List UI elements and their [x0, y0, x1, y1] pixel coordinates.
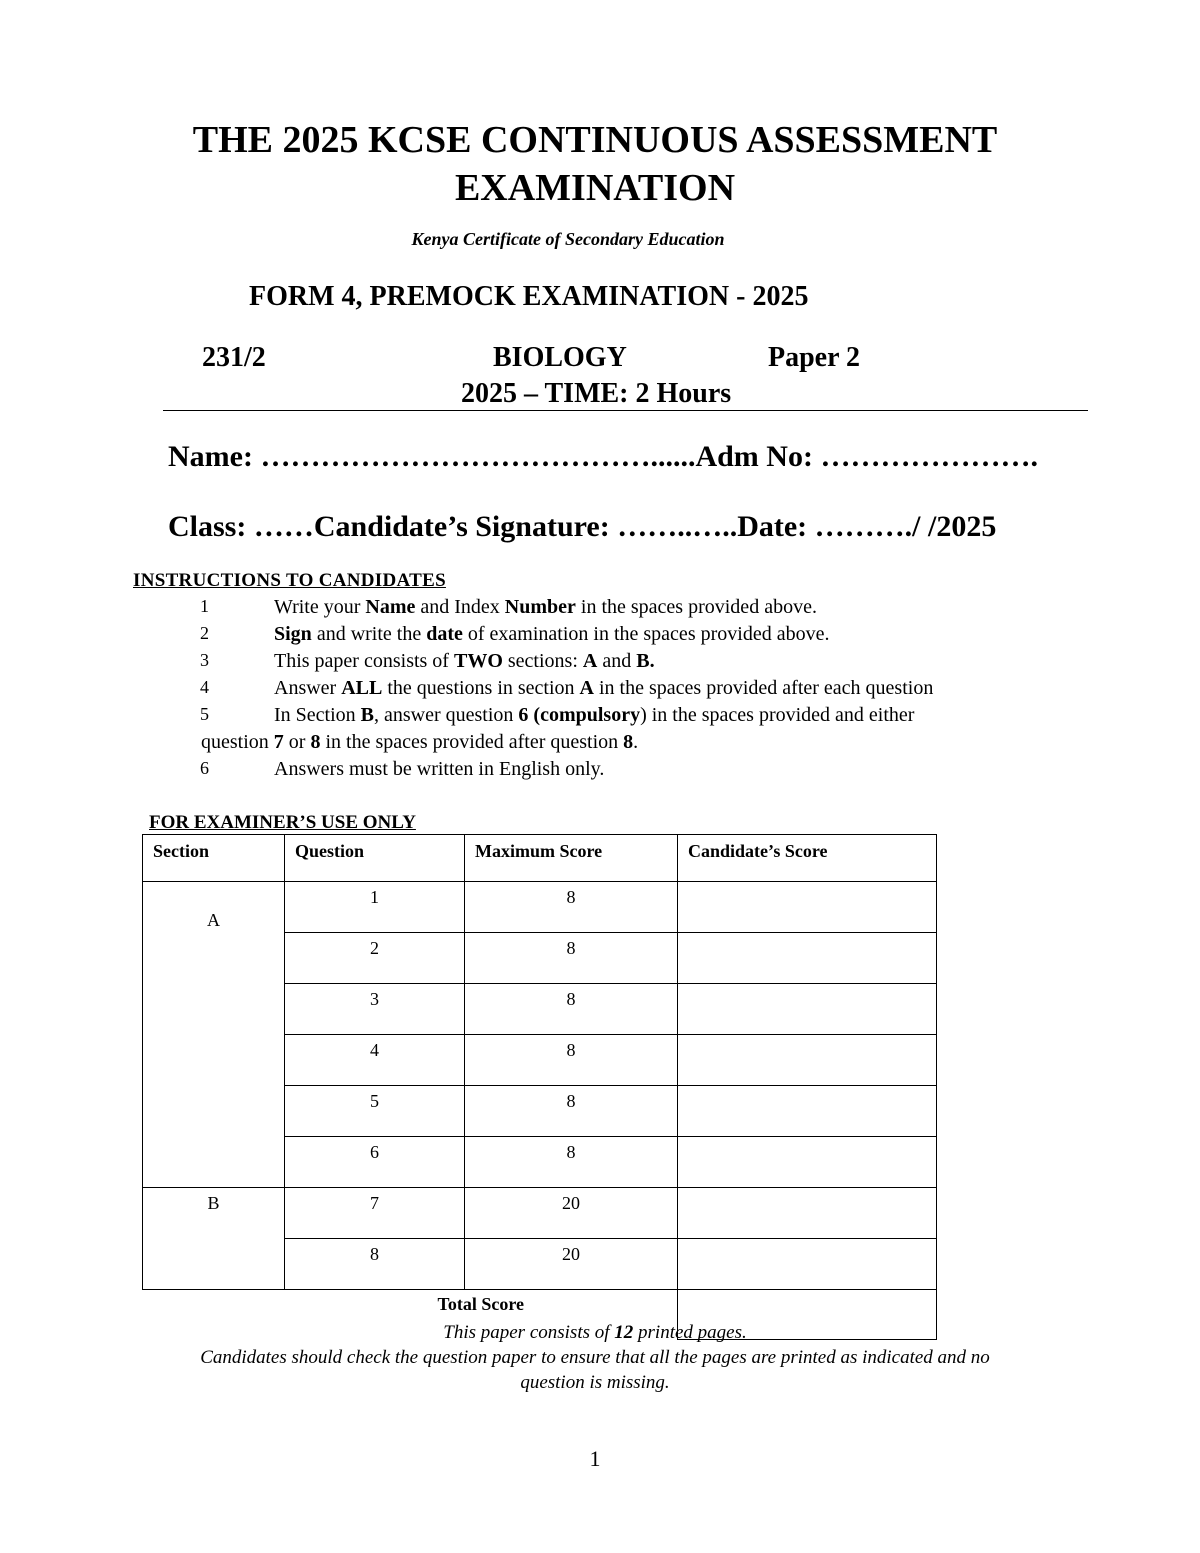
- instruction-fragment: in the spaces provided after question: [320, 731, 624, 753]
- question-cell: 5: [285, 1086, 465, 1137]
- instruction-text: [274, 596, 817, 619]
- section-cell: A: [143, 882, 285, 1188]
- question-cell: 6: [285, 1137, 465, 1188]
- instruction-fragment: the questions in section: [382, 677, 580, 699]
- instruction-fragment: of examination in the spaces provided above.: [462, 623, 830, 645]
- instruction-fragment: and: [597, 650, 637, 672]
- pages-note: [0, 1320, 1190, 1345]
- question-cell: 3: [285, 984, 465, 1035]
- instruction-emphasis: 6 (compulsory: [518, 704, 641, 726]
- max-score-cell: 8: [465, 882, 678, 933]
- question-cell: 1: [285, 882, 465, 933]
- instruction-fragment: Answers must be written in English only.: [274, 758, 605, 780]
- question-cell: 2: [285, 933, 465, 984]
- instruction-emphasis: B.: [636, 650, 655, 672]
- instruction-fragment: and write the: [311, 623, 427, 645]
- candidate-score-cell[interactable]: [678, 1188, 937, 1239]
- instruction-emphasis: ALL: [341, 677, 383, 699]
- instruction-fragment: question: [201, 731, 274, 753]
- max-score-cell: 8: [465, 1035, 678, 1086]
- instruction-fragment: .: [633, 731, 639, 753]
- instruction-fragment: In Section: [274, 704, 361, 726]
- total-score-label: Total Score: [437, 1294, 524, 1314]
- instruction-fragment: in the spaces provided after each question: [594, 677, 934, 699]
- instruction-text: [201, 731, 638, 754]
- instruction-number: 1: [200, 596, 209, 616]
- instruction-text: [274, 758, 604, 781]
- header-divider: [163, 410, 1088, 411]
- exam-subtitle: Kenya Certificate of Secondary Education: [411, 229, 725, 249]
- instruction-fragment: ) in the spaces provided and either: [640, 704, 915, 726]
- column-header: Maximum Score: [465, 835, 678, 882]
- exam-title-line1: THE 2025 KCSE CONTINUOUS ASSESSMENT: [192, 119, 998, 161]
- instruction-emphasis: date: [426, 623, 463, 645]
- instruction-emphasis: 8: [310, 731, 321, 753]
- instruction-fragment: This paper consists of: [274, 650, 454, 672]
- instruction-emphasis: Sign: [274, 623, 312, 645]
- examiner-heading: FOR EXAMINER’S USE ONLY: [149, 812, 416, 833]
- table-row: [143, 882, 937, 933]
- instruction-fragment: Answer: [274, 677, 342, 699]
- instruction-emphasis: A: [579, 677, 594, 699]
- table-header-row: [143, 835, 937, 882]
- instruction-text: [274, 650, 655, 673]
- candidate-score-cell[interactable]: [678, 882, 937, 933]
- pages-suffix: printed pages.: [633, 1322, 747, 1343]
- class-signature-date-field[interactable]: Class: ……Candidate’s Signature: ……..…..Date: ………./ /2025: [168, 510, 997, 543]
- instruction-fragment: in the spaces provided above.: [575, 596, 817, 618]
- instruction-text: [274, 677, 933, 700]
- paper-number: Paper 2: [768, 342, 861, 373]
- table-row: [143, 1188, 937, 1239]
- candidate-score-cell[interactable]: [678, 933, 937, 984]
- check-note-line1: Candidates should check the question paper to ensure that all the pages are printed as indicated and no: [200, 1347, 990, 1368]
- score-table: [142, 834, 937, 1340]
- column-header: Candidate’s Score: [678, 835, 937, 882]
- candidate-score-cell[interactable]: [678, 1137, 937, 1188]
- candidate-score-cell[interactable]: [678, 984, 937, 1035]
- instruction-emphasis: B: [360, 704, 374, 726]
- candidate-score-cell[interactable]: [678, 1239, 937, 1290]
- instruction-fragment: and Index: [415, 596, 505, 618]
- question-cell: 8: [285, 1239, 465, 1290]
- instruction-number: 4: [200, 677, 209, 697]
- instruction-emphasis: TWO: [453, 650, 503, 672]
- question-cell: 7: [285, 1188, 465, 1239]
- max-score-cell: 8: [465, 1137, 678, 1188]
- max-score-cell: 20: [465, 1188, 678, 1239]
- candidate-score-cell[interactable]: [678, 1086, 937, 1137]
- check-note-line2: question is missing.: [520, 1372, 670, 1393]
- column-header: Section: [143, 835, 285, 882]
- exam-title-line2: EXAMINATION: [454, 167, 736, 209]
- max-score-cell: 20: [465, 1239, 678, 1290]
- instruction-number: 2: [200, 623, 209, 643]
- page-number: 1: [589, 1446, 601, 1471]
- candidate-score-cell[interactable]: [678, 1035, 937, 1086]
- instruction-fragment: , answer question: [374, 704, 519, 726]
- instruction-emphasis: A: [582, 650, 598, 672]
- section-cell: B: [143, 1188, 285, 1290]
- instruction-number: 6: [200, 758, 209, 778]
- instruction-fragment: sections:: [502, 650, 583, 672]
- time-line: 2025 – TIME: 2 Hours: [461, 378, 732, 409]
- form-line: FORM 4, PREMOCK EXAMINATION - 2025: [249, 281, 809, 312]
- instruction-text: [274, 704, 914, 727]
- instruction-fragment: or: [283, 731, 311, 753]
- instruction-fragment: Write your: [274, 596, 366, 618]
- instruction-emphasis: 8: [623, 731, 634, 753]
- instruction-text: [274, 623, 829, 646]
- column-header: Question: [285, 835, 465, 882]
- max-score-cell: 8: [465, 984, 678, 1035]
- instruction-number: 3: [200, 650, 209, 670]
- instruction-number: 5: [200, 704, 209, 724]
- question-cell: 4: [285, 1035, 465, 1086]
- instructions-heading: INSTRUCTIONS TO CANDIDATES: [133, 570, 446, 591]
- paper-code: 231/2: [202, 342, 266, 373]
- name-adm-field[interactable]: Name: …………………………………......Adm No: ………………….: [168, 440, 1038, 473]
- instruction-emphasis: Number: [504, 596, 576, 618]
- pages-count: 12: [614, 1322, 634, 1343]
- max-score-cell: 8: [465, 1086, 678, 1137]
- pages-prefix: This paper consists of: [443, 1322, 615, 1343]
- subject: BIOLOGY: [493, 342, 627, 373]
- instruction-emphasis: Name: [365, 596, 416, 618]
- instruction-emphasis: 7: [273, 731, 284, 753]
- max-score-cell: 8: [465, 933, 678, 984]
